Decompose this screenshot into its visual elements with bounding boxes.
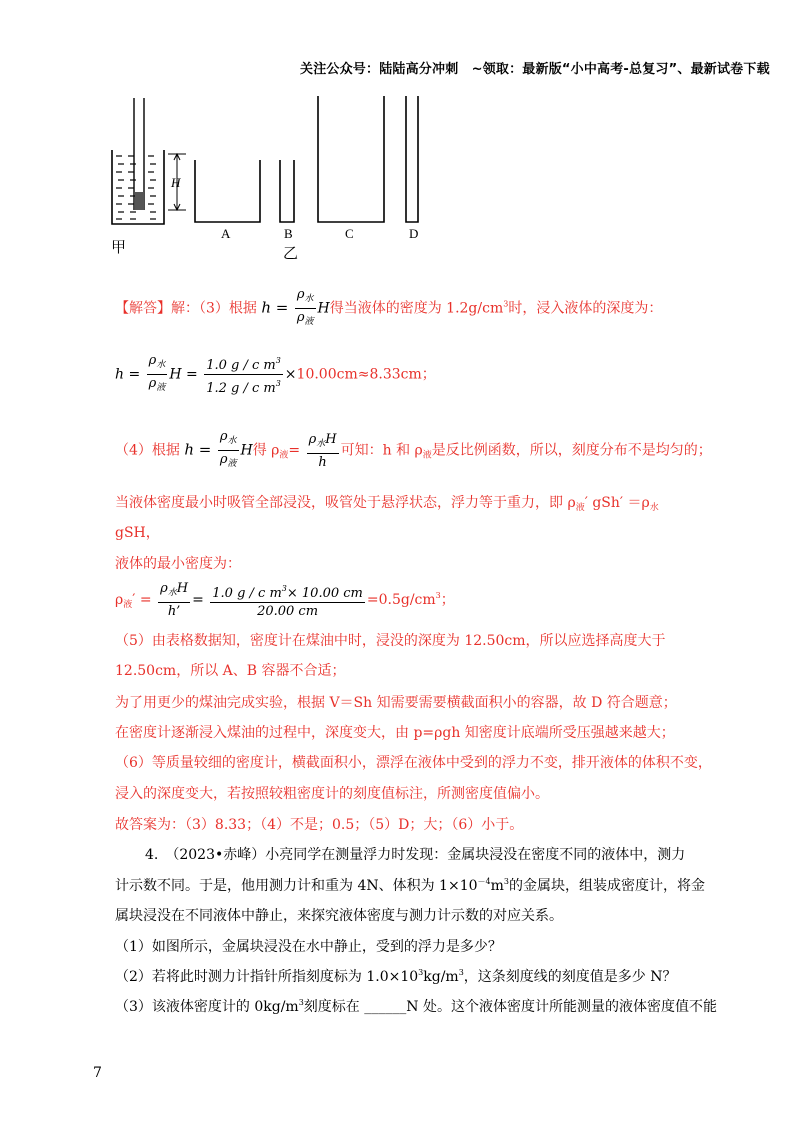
answer-line-10: 为了用更少的煤油完成实验，根据 V＝Sh 知需要需要横截面积小的容器，故 D 符合题意； (115, 695, 677, 711)
question-4-line-3: 属块浸没在不同液体中静止，来探究液体密度与测力计示数的对应关系。 (115, 908, 563, 924)
answer-line-1: 【解答】解：（3）根据 h = $\frac{\rho_水}{\rho_液}$ H得当液体的密度为 $1.2g/cm^3$时，浸入液体的深度为： (115, 287, 663, 327)
answer-line-9: 12.50cm，所以 A、B 容器不合适； (115, 663, 346, 679)
question-4-line-2: 计示数不同。于是，他用测力计和重为 4N、体积为 $1\times 10^{-4}m^3$的金属块，组装成密度计，将金 (115, 877, 705, 894)
calc-1: h = $\frac{\rho_水}{\rho_液}$ H = $\frac{1.0 g / c m^3}{1.2 g / c m^3}$ ×10.00cm≈8.33cm； (115, 353, 436, 396)
question-4-sub-2: （2）若将此时测力计指针所指刻度标为 $1.0\times 10^3kg/m^3$，这条刻度线的刻度值是多少 N？ (115, 968, 677, 985)
beaker-jia (112, 150, 164, 224)
container-d (406, 96, 418, 222)
answer-blank[interactable]: ______ (364, 999, 407, 1015)
question-4-line-1: 4. （2023•赤峰）小亮同学在测量浮力时发现：金属块浸没在密度不同的液体中，测力 (145, 847, 686, 863)
apparatus-figure (108, 92, 438, 252)
answer-tag: 【解答】 (115, 300, 171, 317)
answer-line-5: 当液体密度最小时吸管全部浸没，吸管处于悬浮状态，浮力等于重力，即 $\rho_液'$ $gSh' =\rho_水$ (115, 495, 659, 513)
page-number: 7 (93, 1065, 102, 1081)
straw-weight (135, 192, 144, 210)
answer-line-4: （4）根据 h = $\frac{\rho_水}{\rho_液}$ H得 $\rho_液=$ $\frac{\rho_水H}{h}$ 可知：h 和 $\rho_液$是反比例函数，所以，刻度分布不是均匀的； (115, 429, 712, 470)
label-d: D (409, 226, 419, 241)
answer-line-8: （5）由表格数据知，密度计在煤油中时，浸没的深度为 12.50cm，所以应选择高度大于 (115, 633, 666, 649)
h-label: H (171, 175, 181, 190)
question-4-sub-3: （3）该液体密度计的 $0kg/m^3$刻度标在 ______N 处。这个液体密度计所能测量的液体密度值不能 (115, 998, 717, 1015)
label-jia: 甲 (111, 238, 127, 256)
container-a (195, 160, 260, 222)
label-yi: 乙 (283, 244, 299, 262)
label-c: C (345, 226, 354, 241)
label-b: B (284, 226, 293, 241)
answer-line-11: 在密度计逐渐浸入煤油的过程中，深度变大，由 p=ρgh 知密度计底端所受压强越来越大； (115, 725, 675, 741)
label-a: A (221, 226, 231, 241)
answer-line-12: （6）等质量较细的密度计，横截面积小，漂浮在液体中受到的浮力不变，排开液体的体积不变， (115, 755, 712, 771)
answer-summary: 故答案为：（3）8.33；（4）不是；0.5；（5）D；大；（6）小于。 (115, 817, 524, 833)
page-header: 关注公众号：陆陆高分冲刺 ~领取：最新版“小中高考-总复习”、最新试卷下载 (300, 62, 770, 77)
container-b (280, 160, 294, 222)
answer-line-6: gSH， (115, 525, 160, 541)
container-c (318, 96, 384, 222)
question-4-sub-1: （1）如图所示，金属块浸没在水中静止，受到的浮力是多少？ (115, 939, 502, 955)
answer-line-7: 液体的最小密度为： (115, 556, 241, 572)
calc-2: $\rho_液'$ = $\frac{\rho_水H}{h’}$ = $\frac{1.0 g / c m^3\times 10.00 cm}{20.00 cm}$ $=0.5g/cm^3$； (115, 581, 455, 619)
answer-line-13: 浸入的深度变大，若按照较粗密度计的刻度值标注，所测密度值偏小。 (115, 786, 549, 802)
